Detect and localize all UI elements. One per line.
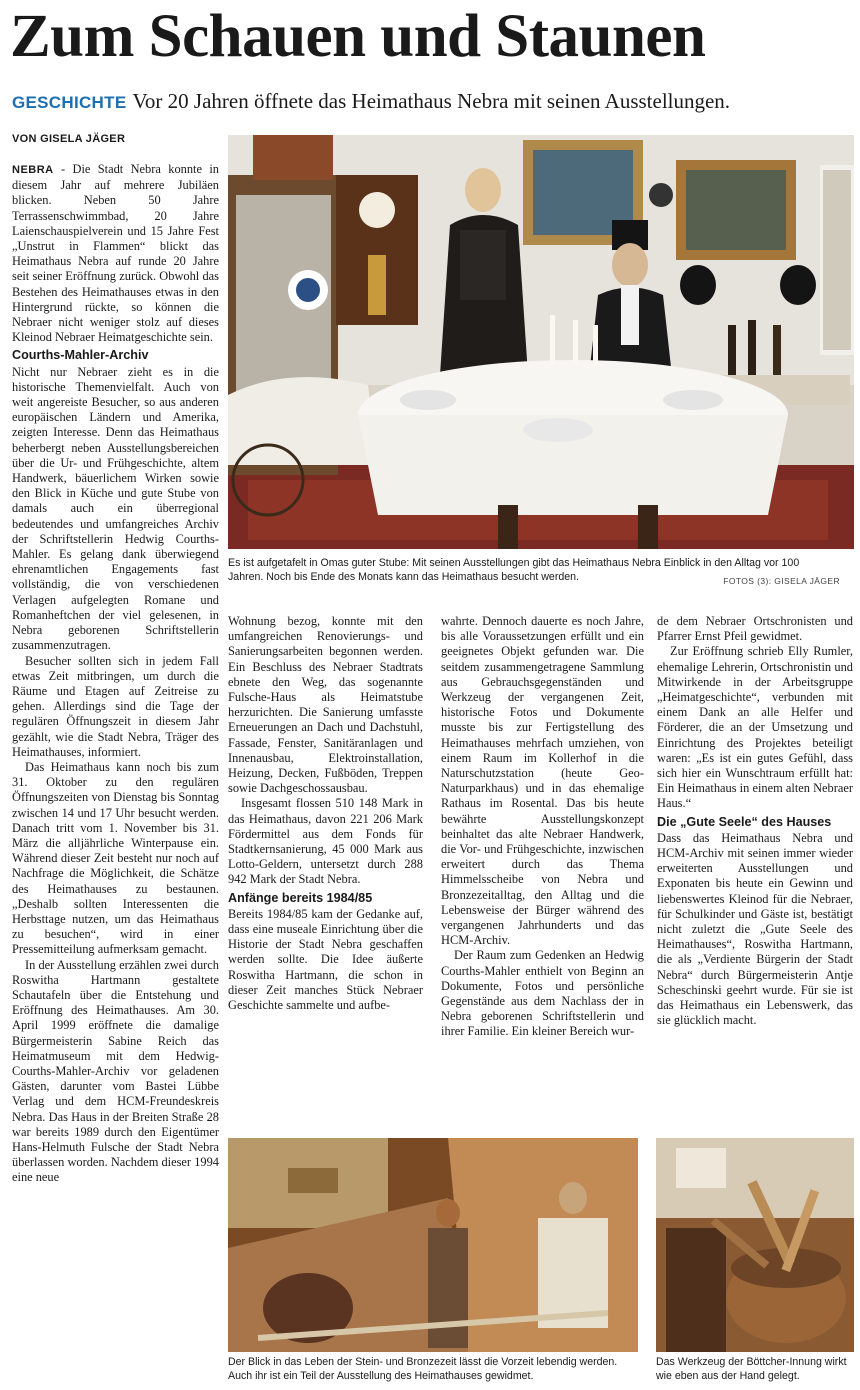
- subheadline-line: [12, 88, 852, 116]
- paragraph: Zur Eröffnung schrieb Elly Rumler, ehemalige Lehrerin, Ortschronistin und Mitwirkende in der Arbeitsgruppe „Heimatgeschichte“, verbunden mit einem Dank an alle Helfer und Förderer, die an der Umsetzung und Einrichtung des Projektes beteiligt waren: „Es ist ein gutes Gefühl, dass sich hier ein Wunschtraum erfüllt hat: Ein Heimathaus in einem alten Nebraer Haus.“: [657, 644, 853, 811]
- paragraph: wahrte. Dennoch dauerte es noch Jahre, bis alle Voraussetzungen erfüllt und ein geeignetes Objekt gefunden war. Die seitdem zusammengetragene Sammlung aus Gebrauchsgegenständen und Werkzeug der vergangenen Zeit, historische Fotos und Dokumente musste bis zur Fertigstellung des Heimathauses mehrfach umziehen, von einem Raum im Kollerhof in die Naturschutzstation (heute Geo-Naturparkhaus) und in das ehemalige Rathaus im Rosental. Das bis heute bewährte Ausstellungskonzept beinhaltet das alte Nebraer Handwerk, die Vor- und Frühgeschichte, inzwischen erweitert durch das Thema Himmelsscheibe von Nebra und Bronzezeitalltag, den Alltag und die Lebensweise der Bürger während des vergangenen Jahrhunderts und das HCM-Archiv.: [441, 614, 644, 948]
- paragraph: Dass das Heimathaus Nebra und HCM-Archiv mit seinen immer wieder erweiterten Ausstellungen und Exponaten bis heute ein Gewinn und liebenswertes Kleinod für die Nebraer, für Schulkinder und Gäste ist, bestätigt nicht zuletzt die „Gute Seele des Heimathauses“, Roswitha Hartmann, die als „Verdiente Bürgerin der Stadt Nebra“ durch Bürgermeisterin Antje Scheschinski geehrt wurde. Für sie ist das Heimathaus ein Lebenswerk, das sie glücklich macht.: [657, 830, 853, 1028]
- cooper-tools-illustration: [656, 1138, 854, 1352]
- stone-age-illustration: [228, 1138, 638, 1352]
- paragraph: Insgesamt flossen 510 148 Mark in das Heimathaus, davon 221 206 Mark Fördermittel aus dem Fonds für Stadtkernsanierung, 45 000 Mark aus Lotto-Geldern, untersetzt durch 288 942 Mark der Stadt Nebra.: [228, 796, 423, 887]
- photo-dining-room: [228, 135, 854, 549]
- main-photo-caption: Es ist aufgetafelt in Omas guter Stube: Mit seinen Ausstellungen gibt das Heimathaus Nebra Einblick in den Alltag vor 100 Jahren. Noch bis Ende des Monats kann das Heimathaus besucht werden.: [228, 557, 800, 583]
- paragraph: Bereits 1984/85 kam der Gedanke auf, dass eine museale Einrichtung über die Historie der Stadt Nebra geschaffen werden sollte. Die Idee äußerte Roswitha Hartmann, die schon in dieser Zeit manches Stück Nebraer Geschichte sammelte und aufbe-: [228, 906, 423, 1013]
- paragraph-text: - Die Stadt Nebra konnte in diesem Jahr auf mehrere Jubiläen blicken. Neben 50 Jahre Terrassenschwimmbad, 20 Jahre Laienschauspielverein und 15 Jahre Fest „Unstrut in Flammen“ blickt das Heimathaus Nebra auf runde 20 Jahre seit seiner Eröffnung zurück. Obwohl das Bestehen des Heimathauses etwas in den Hintergrund rückte, so können die Nebraer nicht weniger stolz auf dieses Kleinod Nebraer Heimatgeschichte sein.: [12, 162, 219, 345]
- dateline: NEBRA: [12, 164, 54, 176]
- author-byline: VON GISELA JÄGER: [12, 133, 126, 145]
- paragraph: [12, 162, 219, 345]
- article-column-4: [657, 614, 853, 1028]
- paragraph: Der Raum zum Gedenken an Hedwig Courths-Mahler enthielt von Beginn an Dokumente, Fotos und persönliche Gegenstände aus dem Nachlass der in Nebra geborenen Schriftstellerin und ihrer Familie. Ein kleiner Bereich wur-: [441, 948, 644, 1039]
- photo-cooper-tools: [656, 1138, 854, 1352]
- article-column-2: [228, 614, 423, 1013]
- subheadline: Vor 20 Jahren öffnete das Heimathaus Nebra mit seinen Ausstellungen.: [132, 89, 731, 113]
- stone-age-caption: Der Blick in das Leben der Stein- und Bronzezeit lässt die Vorzeit lebendig werden. Auch ihr ist ein Teil der Ausstellung des Heimathauses gewidmet.: [228, 1356, 618, 1382]
- cooper-tools-caption: Das Werkzeug der Böttcher-Innung wirkt wie eben aus der Hand gelegt.: [656, 1356, 847, 1382]
- paragraph: In der Ausstellung erzählen zwei durch Roswitha Hartmann gestaltete Schautafeln über die Entstehung und Eröffnung des Heimathauses. Am 30. April 1999 eröffnete die damalige Bürgermeisterin Sabine Reich das Heimatmuseum mit dem Hedwig-Courths-Mahler-Archiv vor geladenen Gästen, darunter vom Bastei Lübbe Verlag und dem HCM-Freundeskreis Nebra. Das Haus in der Breiten Straße 28 war bereits 1989 durch den Eigentümer Hans-Helmuth Fulsche der Stadt Nebra überlassen worden. Nachdem dieser 1994 eine neue: [12, 957, 219, 1185]
- paragraph: Nicht nur Nebraer zieht es in die historische Themenvielfalt. Auch von weit angereiste Besucher, so aus anderen europäischen Ländern und Amerika, zeigten Interesse. Denn das Heimathaus beherbergt neben Ausstellungsbereichen über die Ur- und Frühgeschichte, altem Handwerk, bäuerlichem Wirken sowie den Blick in Küche und gute Stube von damals auch ein überregional bedeutendes und umfangreiches Archiv der Schriftstellerin Hedwig Courths-Mahler. Es gelang dank überwiegend ehrenamtlichen Engagements fast vollständig, die von verschiedenen Verlagen aufgelegten Romane und Romanheftchen der viel gelesenen, in Nebra geborenen Schriftstellerin zusammenzutragen.: [12, 364, 219, 653]
- photo-stone-age-exhibit: [228, 1138, 638, 1352]
- article-column-1: [12, 162, 219, 1186]
- subheading: Die „Gute Seele“ des Hauses: [657, 814, 832, 829]
- article-column-3: [441, 614, 644, 1040]
- paragraph: Wohnung bezog, konnte mit den umfangreichen Renovierungs- und Sanierungsarbeiten begonnen werden. Ein Beschluss des Nebraer Stadtrats ebnete den Weg, das sogenannte Fulsche-Haus als Heimatstube herzurichten. Die Sanierung umfasste Erneuerungen an Dach und Dachstuhl, Fassade, Fenster, Sanitäranlagen und Innenausbau, Elektroinstallation, Heizung, Decken, Fußböden, Treppen sowie Dachgeschossausbau.: [228, 614, 423, 796]
- dining-room-illustration: [228, 135, 854, 549]
- kicker-label: GESCHICHTE: [12, 93, 127, 112]
- headline: Zum Schauen und Staunen: [10, 3, 706, 70]
- paragraph: Besucher sollten sich in jedem Fall etwas Zeit mitbringen, um durch die Räume und Etagen auf Zeitreise zu gehen. Allerdings sind die Tage der regulären Öffnungszeit in diesem Jahr gezählt, wie die Stadt Nebra, Träger des Heimathauses, informiert.: [12, 653, 219, 759]
- photo-credit: FOTOS (3): GISELA JÄGER: [723, 576, 840, 586]
- paragraph: de dem Nebraer Ortschronisten und Pfarrer Ernst Pfeil gewidmet.: [657, 614, 853, 644]
- subheading: Anfänge bereits 1984/85: [228, 890, 373, 905]
- paragraph: Das Heimathaus kann noch bis zum 31. Oktober zu den regulären Öffnungszeiten von Dienstag bis Sonntag zwischen 14 und 17 Uhr besucht werden. Danach tritt vom 1. November bis 31. März die alljährliche Winterpause ein. Während dieser Zeit besteht nur noch auf Nachfrage die Möglichkeit, die Schätze des Heimathauses zu bestaunen. „Deshalb sollten Interessenten die Herbsttage nutzen, um das Heimathaus zu besuchen“, wird in einer Pressemitteilung aufmerksam gemacht.: [12, 759, 219, 957]
- subheading: Courths-Mahler-Archiv: [12, 348, 149, 363]
